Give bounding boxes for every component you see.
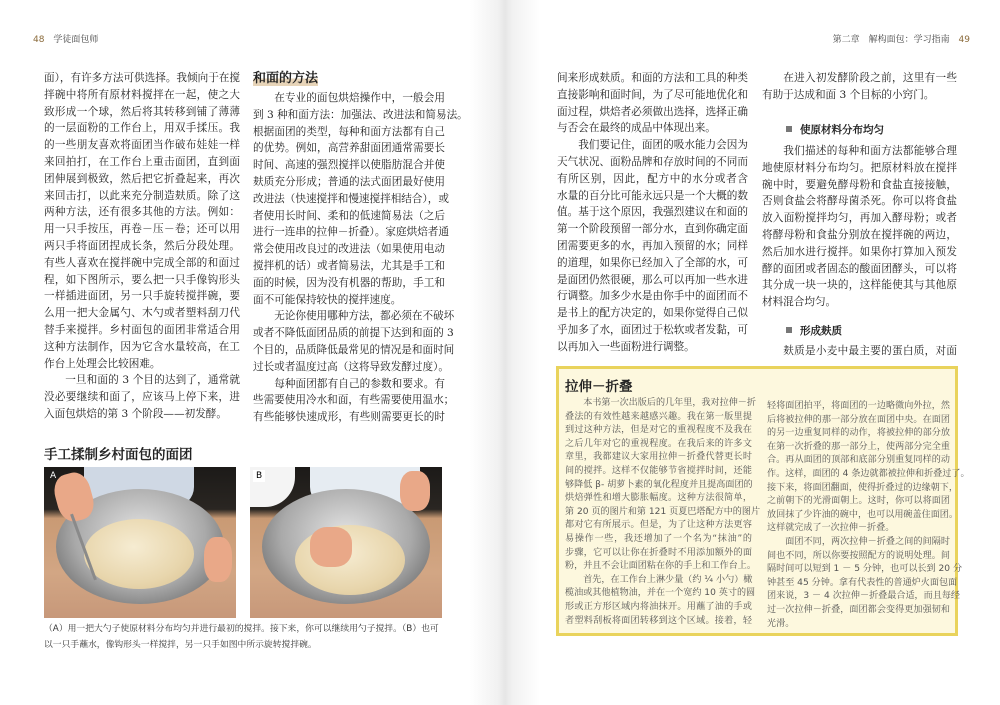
text-line: 来回拍打，在工作台上重击面团，直到面 [44,155,240,168]
text-line: 然后加水进行搅拌。如果你打算加入预发 [762,245,957,258]
text-line: 改进法（快速搅拌和慢速搅拌相结合），或 [253,192,449,205]
sidebar-title: 拉伸－折叠 [565,379,633,395]
text-line: 行调整。加多少水是由你手中的面团而不 [557,290,748,303]
text-line: 麸质充分形成；普通的法式面团最好使用 [253,175,445,188]
tip-heading-text: 使原材料分布均匀 [800,124,884,136]
text-line: 有助于达成和面 3 个目标的小窍门。 [762,88,935,101]
text-line: 叠法的有效性越来越感兴趣。我在第一版里提 [565,411,752,422]
text-line: 以再加入一些面粉进行调整。 [557,340,695,353]
text-line: 者塑料刮板将面团转移到这个区域。接着，轻 [565,615,752,626]
left-page-number: 48 [33,35,45,45]
hand-kneading [310,527,352,567]
sidebar-left-text [565,397,761,628]
text-line: 没必要继续和面了，应该马上停下来，进 [44,391,240,404]
text-line: 麸质是小麦中最主要的蛋白质，对面 [783,345,957,357]
text-line: 面的时候，因为没有机器的帮助，手工和 [253,276,445,289]
text-line: 作台上处理会比较困难。 [44,357,161,370]
text-line: 一旦和面的 3 个目的达到了，通常就 [65,374,240,387]
column-3-text [557,70,748,356]
text-line: 的另一边重复同样的动作，将被拉伸的部分放 [767,428,950,439]
text-line: 乎加多了水，面团过于松软或者发黏，可 [557,323,748,336]
text-line: 之前朝下的光滑面朝上。这时，你可以将面团 [767,496,950,507]
text-line: 易操作一些，我还增加了一个名为“抹油”的 [565,533,752,544]
text-line: 接下来，将面团翻面，使得折叠过的边缘朝下， [767,482,958,493]
text-line: 两只手将面团捏成长条，然后分段处理。 [44,239,240,252]
text-line: 过一次拉伸－折叠，面团都会变得更加强韧和 [767,604,950,615]
text-line: 轻将面团拍平，将面团的一边略微向外拉，然 [767,401,950,411]
text-line: 么用一把大金属勺、木勺或者塑料刮刀代 [44,307,240,320]
text-line: 面不可能保持较快的搅拌速度。 [253,293,402,306]
photo-label-b: B [253,470,265,482]
figure-title: 手工揉制乡村面包的面团 [44,447,193,463]
text-line: 够降低 β- 胡萝卜素的氧化程度并且提高面团的 [565,479,753,490]
text-line: 在专业的面包烘焙操作中，一般会用 [274,92,445,104]
text-line: 些需要使用冷水和面，有些需要使用温水； [253,394,455,407]
text-line: 隔时间可以短到 1 － 5 分钟，也可以长到 20 分 [767,564,963,575]
text-line: 团伸展到极致，然后把它折叠起来，再次 [44,172,240,185]
text-line: 间的搅拌。这样不仅能够节省搅拌时间，还能 [565,465,752,476]
text-line: 这种方法制作，因为它含水量较高，在工 [44,340,240,353]
figure-caption: （A）用一把大勺子使原材料分布均匀并进行最初的搅拌。接下来，你可以继续用勺子搅拌。（B）也可以一只手蘸水，像钩形头一样搅拌，另一只手如图中所示旋转搅拌碗。 [44,624,439,650]
text-line: 榄油或其他植物油，并在一个宽约 10 英寸的圆 [565,588,756,599]
text-line: 光滑。 [767,618,795,629]
text-line: 面团不同，两次拉伸－折叠之间的间隔时 [785,536,950,547]
right-running-header [833,32,970,45]
text-line: 的优势。例如，高营养甜面团通常需要长 [253,142,445,155]
text-line: 常会使用改良过的改进法（如果使用电动 [253,243,445,256]
text-line: 粉，并且不会让面团粘在你的手上和工作台上。 [565,561,756,572]
tip-heading-gluten [786,323,842,338]
column-1-text [44,70,240,423]
text-line: 作。这样，面团的 4 条边就都被拉伸和折叠过了。 [767,468,970,479]
text-line: 天气状况、面粉品牌和存放时间的不同而 [557,155,748,168]
text-line: 在第一次折叠的那一部分上，使两部分完全重 [767,441,950,452]
text-line: 酵的面团或者固态的酸面团酵头，可以将 [762,262,957,275]
text-line: 致形成一个球，然后将其转移到铺了薄薄 [44,105,240,118]
text-line: 的一层面粉的工作台上，用双手揉压。我 [44,122,240,135]
photo-b [250,467,442,618]
text-line: 章里，我都建议大家用拉伸－折叠代替更长时 [565,452,752,463]
text-line: 团需要更多的水，再加入预留的水；同样 [557,239,748,252]
text-line: 过长或者温度过高（这将导致发酵过度）。 [253,360,449,373]
text-line: 一样插进面团，另一只手旋转搅拌碗，要 [44,290,240,303]
text-line: 拌碗中将所有原材料搅拌在一起，使之大 [44,88,240,101]
text-line: 在进入初发酵阶段之前，这里有一些 [783,72,957,84]
text-line: 后将被拉伸的那一部分放在面团中央。在面团 [767,414,950,425]
book-title: 学徒面包师 [53,35,99,45]
text-line: 我们要记住，面团的吸水能力会因为 [578,139,748,152]
right-page-number: 49 [958,35,970,45]
text-line: 都对它有所展示。但是，为了让这种方法更容 [565,520,752,531]
text-line: 间来形成麸质。和面的方法和工具的种类 [557,72,748,84]
text-line: 根据面团的类型，每种和面方法都有自己 [253,125,445,138]
text-line: 用一只手按压，再卷－压－卷；还可以用 [44,223,240,236]
column-4-tip2 [762,343,957,360]
text-line: 替手来搅拌。乡村面包的面团非常适合用 [44,323,240,336]
dough [84,519,194,589]
tip-heading-text: 形成麸质 [800,325,842,337]
text-line: 搅拌机的话）或者简易法，尤其是手工和 [253,259,445,272]
text-line: 烘焙弹性和增大膨胀幅度。这种方法很简单， [565,493,752,504]
chapter-title: 第二章 解构面包：学习指南 [832,35,950,45]
text-line: 合。再从面团的顶部和底部分别重复同样的动 [767,455,950,466]
text-line: 到过这种方法，但是对它的重视程度不及我在 [565,425,752,436]
text-line: 个目的，品质降低最常见的情况是和面时间 [253,343,455,356]
text-line: 程，如下图所示，要么把一只手像钩形头 [44,273,240,286]
text-line: 来回击打，以此来充分制造麸质。除了这 [44,189,240,202]
text-line: 面过程，烘焙者必须做出选择，选择正确 [557,105,748,118]
bullet-square-icon [786,327,792,333]
text-line: 之后几年对它的重视程度。在我后来的许多文 [565,438,752,449]
bullet-square-icon [786,126,792,132]
text-line: 值。基于这个原因，我强烈建议在和面的 [557,206,748,219]
tip-heading-distribute [786,122,884,137]
text-line: 形或正方形区域内将油抹开。用蘸了油的手或 [565,601,752,612]
text-line: 有所区别，因此，配方中的水分或者含 [557,172,748,185]
text-line: 这样就完成了一次拉伸－折叠。 [767,523,895,534]
text-line: 每种面团都有自己的参数和要求。有 [274,377,445,390]
text-line: 放回抹了少许油的碗中，也可以用碗盖住面团。 [767,509,958,520]
hand-right [400,471,430,511]
text-line: 第一个阶段预留一部分水，直到你确定面 [557,223,748,236]
text-line: 钟甚至 45 分钟。拿有代表性的普通炉火面包面 [767,577,958,588]
text-line: 时间、高速的强烈搅拌以使脂肪混合并使 [253,159,445,172]
text-line: 团来说，3 － 4 次拉伸－折叠最合适，而且每经 [767,591,961,602]
text-line: 将酵母粉和食盐分别放在搅拌碗的两边， [762,228,957,241]
left-running-header [33,32,98,45]
text-line: 第 20 页的图片和第 121 页夏巴塔配方中的图片 [565,506,761,517]
text-line: 放入面粉搅拌均匀，再加入酵母粉；或者 [762,212,957,225]
text-line: 直接影响和面时间，为了尽可能地优化和 [557,88,748,101]
text-line: 与否会在最终的成品中体现出来。 [557,122,716,135]
text-line: 碗中时，要避免酵母粉和食盐直接接触， [762,178,957,191]
photo-label-a: A [50,471,57,481]
column-4-tip1 [762,143,957,311]
text-line: 是面团仍然很硬，那么可以再加一些水进 [557,273,748,286]
text-line: 有些人喜欢在搅拌碗中完成全部的和面过 [44,256,240,269]
sidebar-right-text [767,400,970,631]
text-line: 本书第一次出版后的几年里，我对拉伸－折 [583,398,756,408]
text-line: 地使原材料分布均匀。把原材料放在搅拌 [762,161,957,174]
text-line: 两种方法，还有很多其他的方法。例如： [44,206,240,219]
section-heading: 和面的方法 [253,67,318,86]
text-line: 其分成一块一块的，这样能使其与其他原 [762,279,957,292]
column-4-intro [762,70,957,104]
text-line: 有些能够快速成形，有些则需要更长的时 [253,411,445,424]
text-line: 步骤，它可以让你在折叠时不用添加额外的面 [565,547,752,558]
text-line: 否则食盐会将酵母菌杀死。你可以将食盐 [762,195,957,208]
text-line: 是书上的配方决定的，如果你觉得自己似 [557,307,748,320]
text-line: 进行一连串的拉伸－折叠）。家庭烘焙者通 [253,226,449,239]
text-line: 无论你使用哪种方法，都必须在不破坏 [274,310,455,323]
text-line: 材料混合均匀。 [762,296,837,309]
text-line: 面），有许多方法可供选择。我倾向于在搅 [44,72,240,84]
text-line: 的道理，如果你已经加入了全部的水，可 [557,256,748,269]
text-line: 到 3 种和面方法：加强法、改进法和简易法。 [253,108,468,121]
column-2-text [253,90,468,426]
text-line: 首先，在工作台上淋少量（约 ¼ 小勺）橄 [583,574,753,585]
text-line: 或者不降低面团品质的前提下达到和面的 3 [253,327,454,340]
book-gutter [470,0,540,705]
text-line: 的一些朋友喜欢将面团当作破布娃娃一样 [44,139,240,152]
text-line: 入面包烘焙的第 3 个阶段——初发酵。 [44,407,227,420]
hand-right [204,537,232,582]
text-line: 水量的百分比可能永远只是一个大概的数 [557,189,748,202]
text-line: 间也不同，所以你要按照配方的说明处理。间 [767,550,950,561]
text-line: 我们描述的每种和面方法都能够合理 [783,145,957,157]
text-line: 者使用长时间、柔和的低速简易法（之后 [253,209,445,222]
photo-a [44,467,236,618]
